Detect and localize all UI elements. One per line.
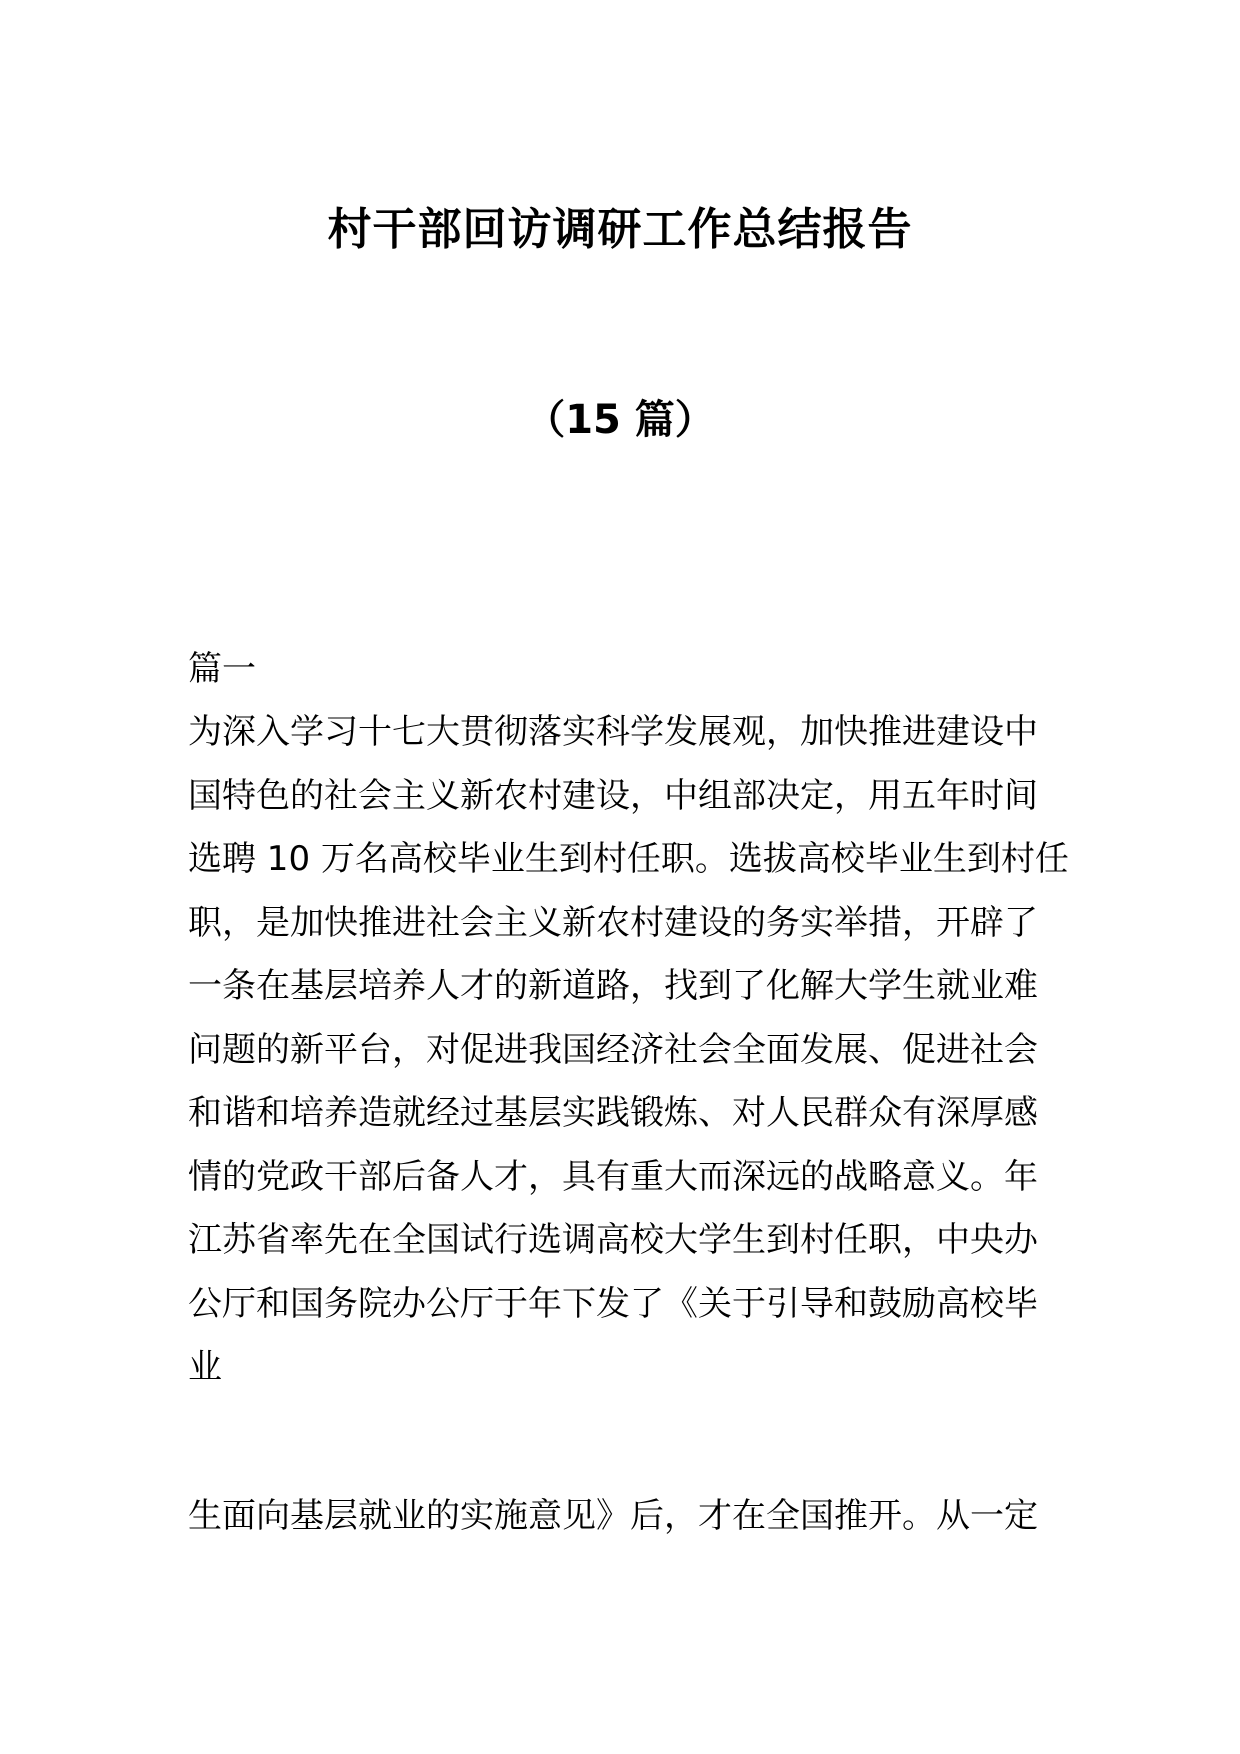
paragraph-line: 选聘 10 万名高校毕业生到村任职。选拔高校毕业生到村任 <box>188 839 1069 879</box>
paragraph-line: 国特色的社会主义新农村建设，中组部决定，用五年时间 <box>188 775 1038 816</box>
paragraph-2 <box>188 1485 1068 1549</box>
section-label: 篇一 <box>188 649 256 689</box>
paragraph-line: 一条在基层培养人才的新道路，找到了化解大学生就业难 <box>188 966 1038 1006</box>
paragraph-line: 和谐和培养造就经过基层实践锻炼、对人民群众有深厚感 <box>188 1093 1038 1133</box>
paragraph-1 <box>188 701 1068 1400</box>
paragraph-line: 职，是加快推进社会主义新农村建设的务实举措，开辟了 <box>188 902 1038 943</box>
paragraph-line: 问题的新平台，对促进我国经济社会全面发展、促进社会 <box>188 1029 1038 1070</box>
paragraph-line: 江苏省率先在全国试行选调高校大学生到村任职，中央办 <box>188 1220 1038 1260</box>
paragraph-line: 为深入学习十七大贯彻落实科学发展观，加快推进建设中 <box>188 712 1038 752</box>
paragraph-line: 业 <box>188 1347 222 1387</box>
document-title: 村干部回访调研工作总结报告 <box>327 204 913 255</box>
paragraph-line: 情的党政干部后备人才，具有重大而深远的战略意义。年 <box>188 1156 1038 1197</box>
paragraph-line: 公厅和国务院办公厅于年下发了《关于引导和鼓励高校毕 <box>188 1283 1038 1324</box>
paragraph-line: 生面向基层就业的实施意见》后，才在全国推开。从一定 <box>188 1496 1038 1536</box>
document-subtitle: （15 篇） <box>525 397 715 443</box>
